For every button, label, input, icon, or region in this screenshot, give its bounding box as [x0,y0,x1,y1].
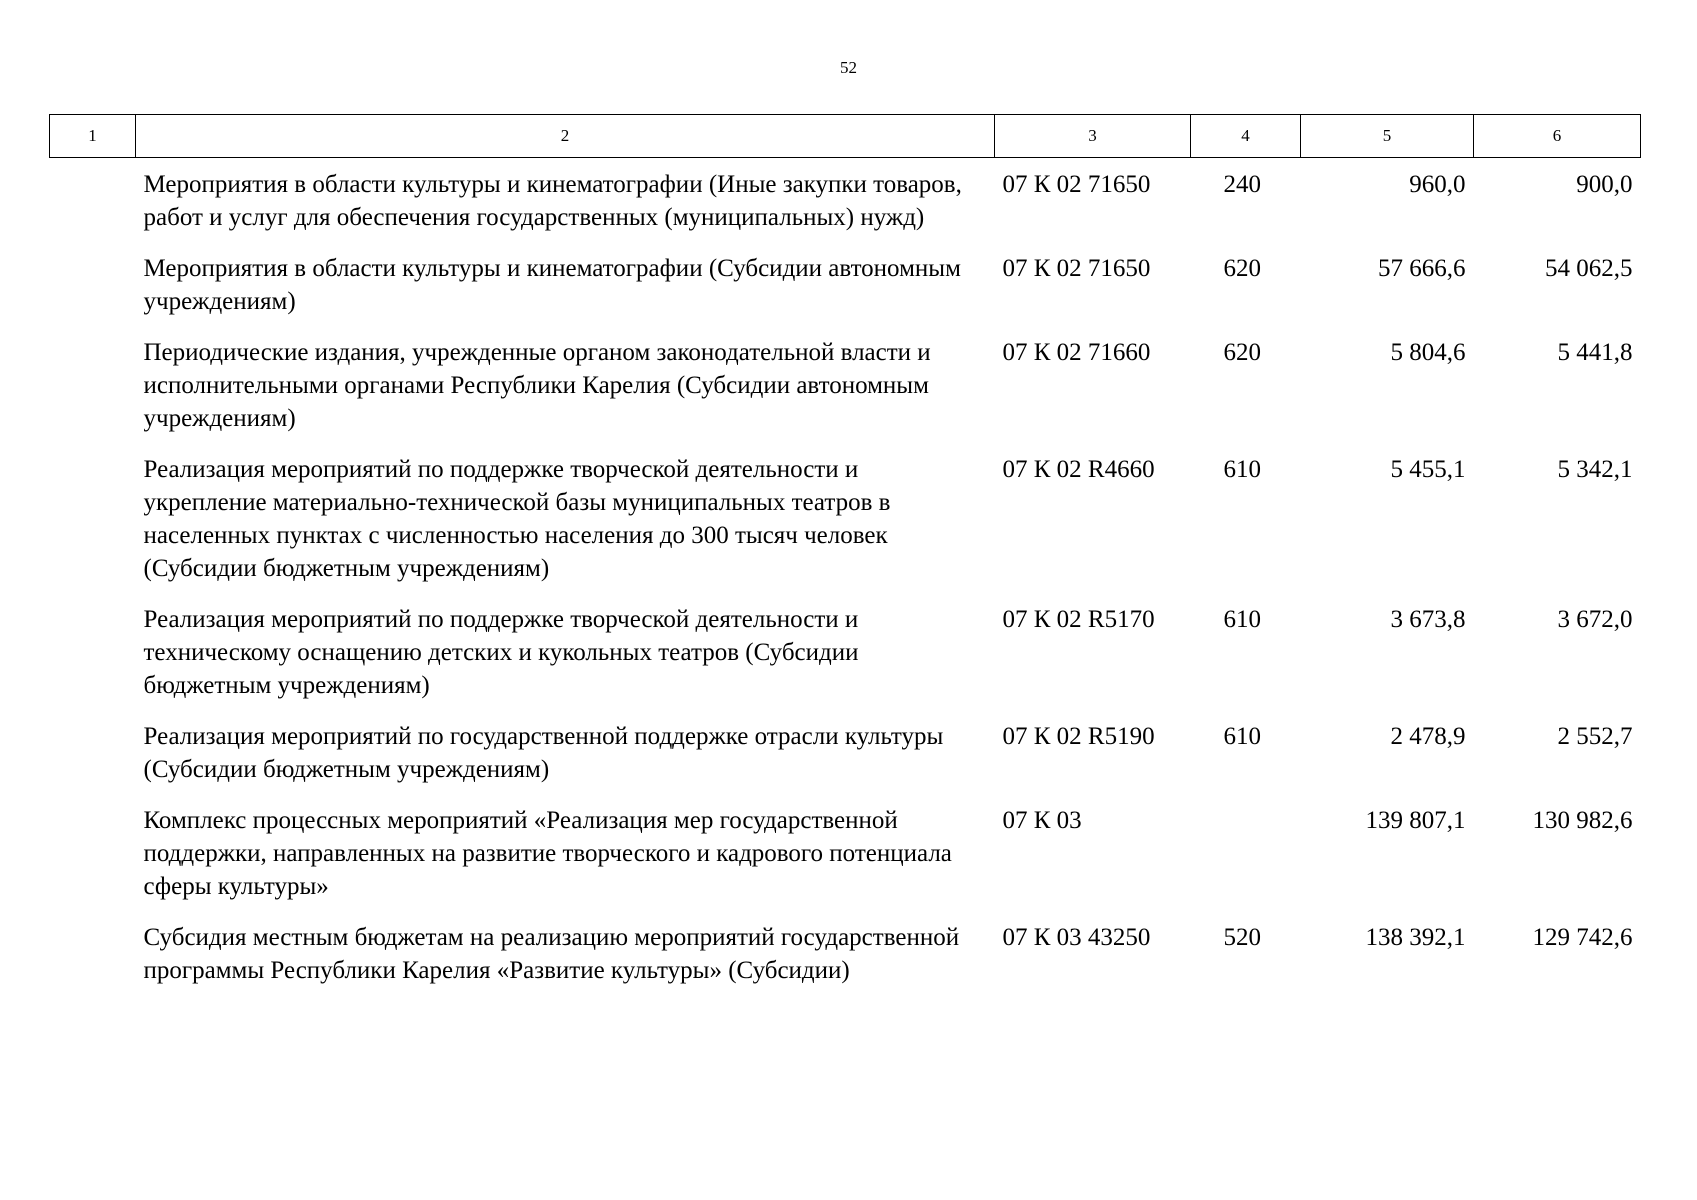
cell-name: Мероприятия в области культуры и кинематографии (Субсидии автономным учреждениям) [143,255,961,315]
cell-number [50,330,136,447]
header-col-4: 4 [1191,115,1301,158]
cell-name: Комплекс процессных мероприятий «Реализация мер государственной поддержки, направленных на развитие творческого и кадрового потенциала сферы культуры» [143,807,952,900]
cell-amount-5: 960,0 [1409,171,1466,198]
header-col-1: 1 [50,115,136,158]
cell-name: Субсидия местным бюджетам на реализацию мероприятий государственной программы Республики Карелия «Развитие культуры» (Субсидии) [143,924,960,984]
cell-name: Реализация мероприятий по государственной поддержке отрасли культуры (Субсидии бюджетным учреждениям) [143,723,944,783]
cell-expense-type: 610 [1223,456,1261,483]
cell-code: 07 К 03 [1002,807,1082,834]
cell-number [50,798,136,915]
cell-number [50,915,136,999]
cell-amount-5: 57 666,6 [1378,255,1466,282]
cell-name: Периодические издания, учрежденные органом законодательной власти и исполнительными органами Республики Карелия (Субсидии автономным учреждениям) [143,339,931,432]
cell-name: Реализация мероприятий по поддержке творческой деятельности и укрепление материально-технической базы муниципальных театров в населенных пунктах с численностью населения до 300 тысяч человек (Субсидии бюджетным учреждениям) [143,456,891,582]
cell-amount-5: 2 478,9 [1390,723,1466,750]
cell-amount-6: 5 441,8 [1557,339,1633,366]
cell-number [50,158,136,247]
cell-number [50,714,136,798]
cell-code: 07 К 02 R4660 [1002,456,1155,483]
cell-expense-type: 520 [1223,924,1261,951]
table-header [50,115,1641,158]
table-row [50,158,1641,247]
table-body [50,158,1641,1000]
cell-number [50,447,136,597]
cell-amount-6: 900,0 [1576,171,1633,198]
cell-code: 07 К 03 43250 [1002,924,1151,951]
page-number: 52 [840,58,857,77]
header-col-5: 5 [1301,115,1474,158]
cell-expense-type: 620 [1223,255,1261,282]
cell-number [50,246,136,330]
cell-amount-6: 129 742,6 [1532,924,1633,951]
cell-code: 07 К 02 71650 [1002,171,1151,198]
table-row [50,447,1641,597]
cell-amount-5: 138 392,1 [1365,924,1466,951]
cell-amount-5: 5 804,6 [1390,339,1466,366]
header-row [50,115,1641,158]
cell-code: 07 К 02 71660 [1002,339,1151,366]
table-row [50,915,1641,999]
cell-expense-type: 610 [1223,606,1261,633]
cell-number [50,597,136,714]
cell-amount-6: 3 672,0 [1557,606,1633,633]
cell-expense-type: 610 [1223,723,1261,750]
cell-expense-type: 240 [1223,171,1261,198]
table-row [50,246,1641,330]
cell-code: 07 К 02 R5170 [1002,606,1155,633]
cell-amount-6: 5 342,1 [1557,456,1633,483]
table-row [50,798,1641,915]
header-col-2: 2 [136,115,995,158]
table-row [50,714,1641,798]
cell-amount-5: 3 673,8 [1390,606,1466,633]
cell-expense-type [1191,798,1301,915]
cell-code: 07 К 02 71650 [1002,255,1151,282]
cell-amount-5: 139 807,1 [1365,807,1466,834]
table-row [50,330,1641,447]
cell-amount-6: 130 982,6 [1532,807,1633,834]
cell-code: 07 К 02 R5190 [1002,723,1155,750]
cell-name: Реализация мероприятий по поддержке творческой деятельности и техническому оснащению детских и кукольных театров (Субсидии бюджетным учреждениям) [143,606,859,699]
cell-name: Мероприятия в области культуры и кинематографии (Иные закупки товаров, работ и услуг для обеспечения государственных (муниципальных) нужд) [143,171,962,231]
header-col-6: 6 [1474,115,1641,158]
budget-table [49,114,1641,999]
cell-expense-type: 620 [1223,339,1261,366]
table-row [50,597,1641,714]
cell-amount-6: 2 552,7 [1557,723,1633,750]
header-col-3: 3 [995,115,1191,158]
cell-amount-5: 5 455,1 [1390,456,1466,483]
cell-amount-6: 54 062,5 [1545,255,1633,282]
